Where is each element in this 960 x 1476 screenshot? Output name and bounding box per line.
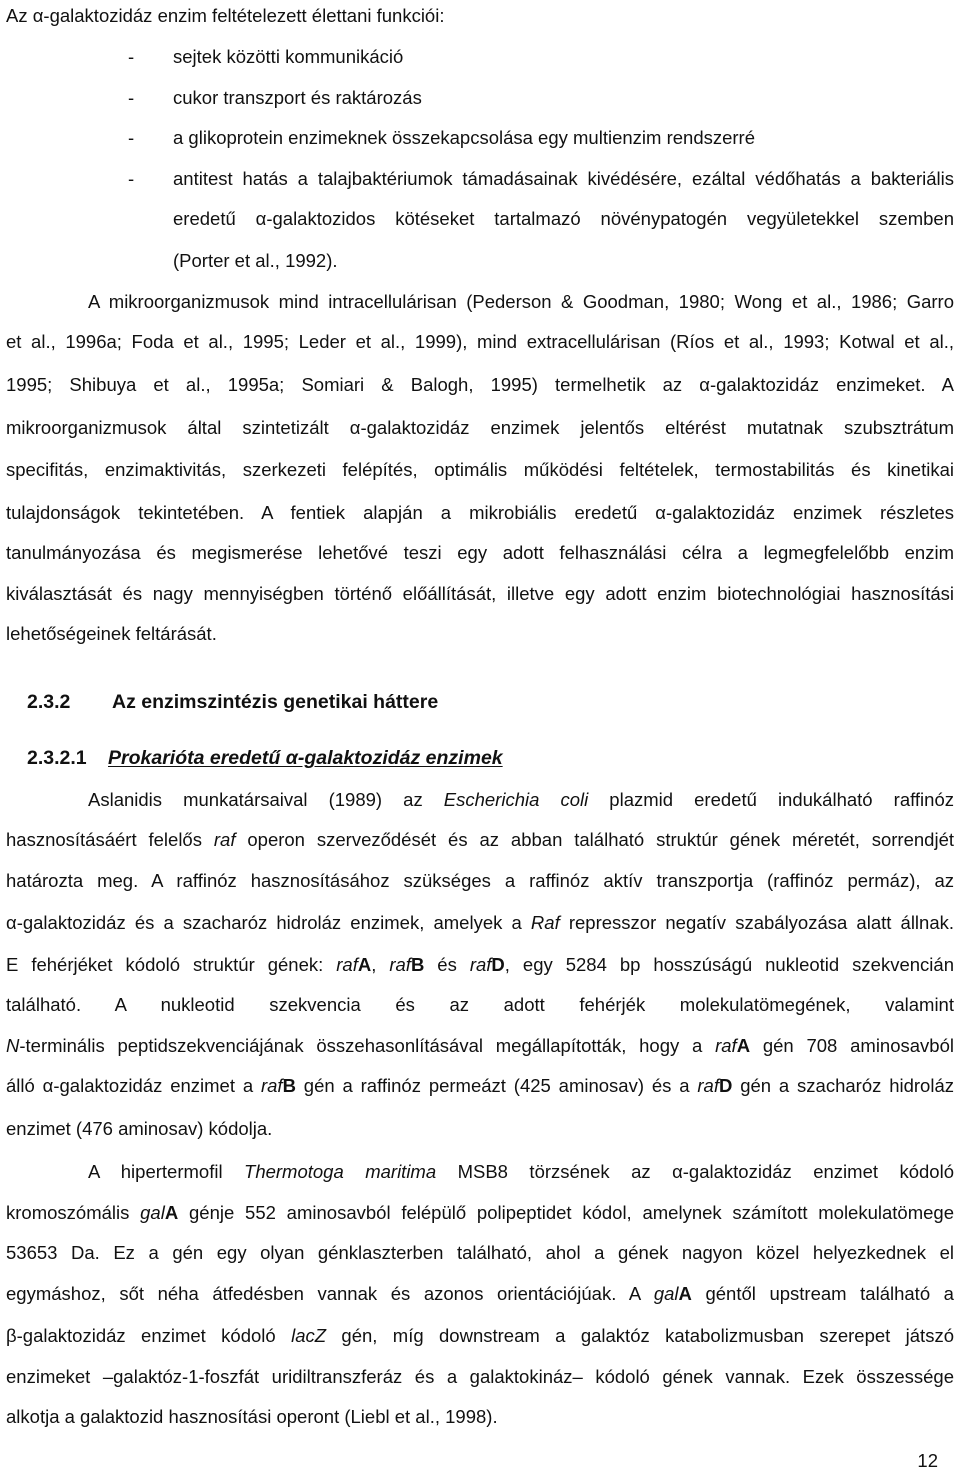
text-run: kromoszómális (6, 1202, 141, 1223)
paragraph-line (6, 1033, 954, 1059)
subsection-number: 2.3.2.1 (27, 747, 87, 769)
text-run: N (6, 1035, 20, 1056)
paragraph-line (6, 1200, 954, 1226)
paragraph-line (88, 787, 954, 813)
gene-name: raf (213, 829, 236, 850)
paragraph-line: enzimeket –galaktóz-1-foszfát uridiltranszferáz és a galaktokináz– kódoló gének vannak. Ezek összessége (6, 1366, 954, 1387)
paragraph-line (6, 827, 954, 853)
gene-suffix: A (736, 1035, 751, 1056)
paragraph-line: 53653 Da. Ez a gén egy olyan génklaszterben található, ahol a gének nagyon közel helyezkednek el (6, 1242, 954, 1263)
list-dash: - (128, 46, 135, 67)
list-item-text: antitest hatás a talajbaktériumok támadásainak kivédésére, ezáltal védőhatás a bakteriális (173, 168, 954, 189)
paragraph-line (6, 1073, 954, 1099)
gene-suffix: D (718, 1075, 733, 1096)
section-title: Az enzimszintézis genetikai háttere (112, 691, 439, 713)
paragraph-line (6, 910, 954, 936)
paragraph-line: et al., 1996a; Foda et al., 1995; Leder et al., 1999), mind extracellulárisan (Ríos et al., 1993; Kotwal et al., (6, 331, 954, 352)
paragraph-line: lehetőségeinek feltárását. (6, 623, 217, 644)
gene-name: raf (697, 1075, 719, 1096)
section-number: 2.3.2 (27, 691, 71, 713)
text-run: hasznosításáért felelős (6, 829, 214, 850)
list-dash: - (128, 168, 135, 189)
text-run: egymáshoz, sőt néha átfedésben vannak és azonos orientációjúak. A (6, 1283, 654, 1304)
text-run: génje 552 aminosavból felépülő polipeptidet kódol, amelynek számított molekulatömege (178, 1202, 954, 1223)
text-run: represszor negatív szabályozása alatt állnak. (559, 912, 955, 933)
gene-name: gal (140, 1202, 165, 1223)
paragraph-line (6, 1281, 954, 1307)
text-run: Aslanidis munkatársaival (1989) az (88, 789, 444, 810)
paragraph-line (6, 1323, 954, 1349)
list-item-text: sejtek közötti kommunikáció (173, 46, 404, 67)
list-item-text: a glikoprotein enzimeknek összekapcsolása egy multienzim rendszerré (173, 127, 756, 148)
gene-name: raf (336, 954, 358, 975)
text-run: plazmid eredetű indukálható raffinóz (588, 789, 954, 810)
paragraph-line: alkotja a galaktozid hasznosítási operont (Liebl et al., 1998). (6, 1406, 498, 1427)
paragraph-line: specifitás, enzimaktivitás, szerkezeti felépítés, optimális működési feltételek, termostabilitás és kinetikai (6, 459, 954, 480)
text-run: α-galaktozidáz és a szacharóz hidroláz enzimek, amelyek a (6, 912, 531, 933)
text-run: -terminális peptidszekvenciájának összehasonlításával megállapították, hogy a (19, 1035, 716, 1056)
text-run: , (371, 954, 390, 975)
text-run: gén a szacharóz hidroláz (732, 1075, 954, 1096)
text-run: , egy 5284 bp hosszúságú nukleotid szekvencián (504, 954, 954, 975)
text-run: gén a raffinóz permeázt (425 aminosav) és a (295, 1075, 698, 1096)
text-run: gén, míg downstream a galaktóz katabolizmusban szerepet játszó (326, 1325, 954, 1346)
gene-suffix: A (678, 1283, 692, 1304)
intro-heading: Az α-galaktozidáz enzim feltételezett élettani funkciói: (6, 5, 445, 26)
list-item-text: (Porter et al., 1992). (173, 250, 338, 271)
text-run: és (424, 954, 470, 975)
gene-suffix: D (491, 954, 505, 975)
gene-suffix: A (357, 954, 372, 975)
text-run: operon szerveződését és az abban található struktúr gének méretét, sorrendjét (235, 829, 954, 850)
paragraph-line: tulajdonságok tekintetében. A fentiek alapján a mikrobiális eredetű α-galaktozidáz enzimek részletes (6, 502, 954, 523)
subsection-title: Prokarióta eredetű α-galaktozidáz enzimek (108, 747, 503, 769)
species-name: Escherichia coli (443, 789, 589, 810)
gene-name: raf (469, 954, 492, 975)
paragraph-line: A mikroorganizmusok mind intracellulárisan (Pederson & Goodman, 1980; Wong et al., 1986; Garro (88, 291, 954, 312)
text-run: A hipertermofil (88, 1161, 245, 1182)
gene-suffix: B (282, 1075, 296, 1096)
text-run: gén 708 aminosavból (750, 1035, 954, 1056)
paragraph-line: enzimet (476 aminosav) kódolja. (6, 1118, 273, 1139)
list-item-text: cukor transzport és raktározás (173, 87, 422, 108)
gene-name: Raf (530, 912, 560, 933)
text-run: géntől upstream található a (691, 1283, 954, 1304)
paragraph-line: található. A nukleotid szekvencia és az adott fehérjék molekulatömegének, valamint (6, 994, 954, 1015)
gene-name: lacZ (291, 1325, 327, 1346)
text-run: álló α-galaktozidáz enzimet a (6, 1075, 261, 1096)
paragraph-line (88, 1159, 954, 1185)
paragraph-line (6, 952, 954, 978)
text-run: MSB8 törzsének az α-galaktozidáz enzimet kódoló (436, 1161, 954, 1182)
paragraph-line: kiválasztását és nagy mennyiségben történő előállítását, illetve egy adott enzim biotechnológiai hasznosítási (6, 583, 954, 604)
gene-name: raf (260, 1075, 283, 1096)
paragraph-line: határozta meg. A raffinóz hasznosításához szükséges a raffinóz aktív transzportja (raffinóz permáz), az (6, 870, 954, 891)
list-dash: - (128, 127, 135, 148)
paragraph-line: tanulmányozása és megismerése lehetővé teszi egy adott felhasználási célra a legmegfelelőbb enzim (6, 542, 954, 563)
list-dash: - (128, 87, 135, 108)
gene-name: gal (653, 1283, 679, 1304)
paragraph-line: 1995; Shibuya et al., 1995a; Somiari & Balogh, 1995) termelhetik az α-galaktozidáz enzimeket. A (6, 374, 954, 395)
species-name: Thermotoga maritima (244, 1161, 437, 1182)
page-number: 12 (917, 1450, 938, 1471)
gene-suffix: B (410, 954, 425, 975)
gene-suffix: A (164, 1202, 179, 1223)
paragraph-line: mikroorganizmusok által szintetizált α-galaktozidáz enzimek jelentős eltérést mutatnak szubsztrátum (6, 417, 954, 438)
gene-name: raf (389, 954, 411, 975)
list-item-text: eredetű α-galaktozidos kötéseket tartalmazó növénypatogén vegyületekkel szemben (173, 208, 954, 229)
text-run: β-galaktozidáz enzimet kódoló (6, 1325, 292, 1346)
gene-name: raf (715, 1035, 737, 1056)
text-run: E fehérjéket kódoló struktúr gének: (6, 954, 337, 975)
